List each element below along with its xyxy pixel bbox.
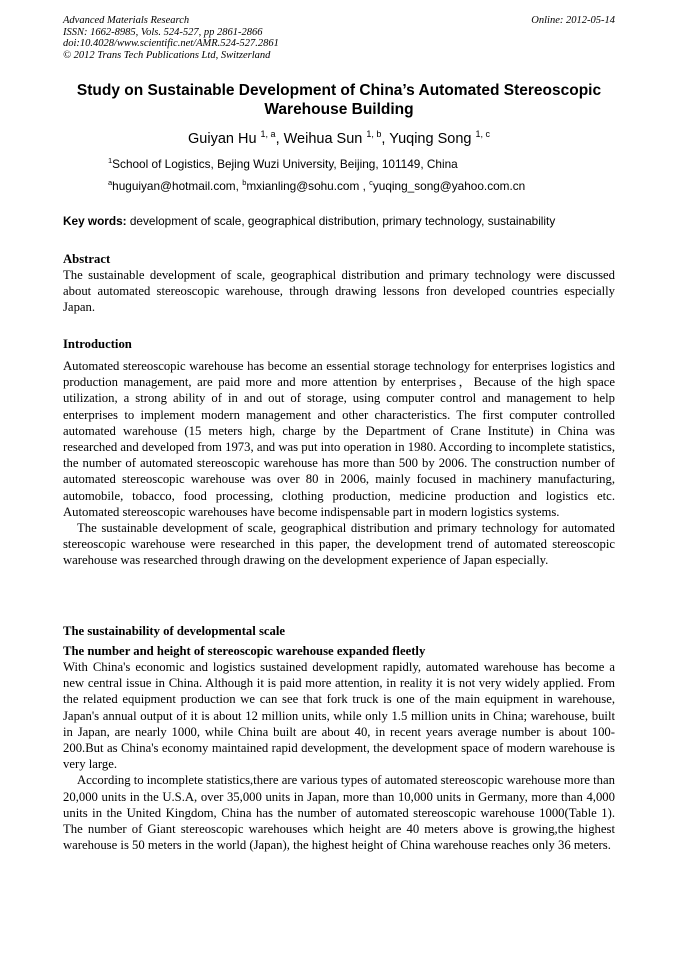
author-emails <box>108 179 525 194</box>
author-2-sup: 1, b <box>366 129 382 139</box>
journal-name: Advanced Materials Research <box>63 15 190 26</box>
issn-line: ISSN: 1662-8985, Vols. 524-527, pp 2861-2866 <box>63 26 263 38</box>
keywords <box>63 214 623 229</box>
abstract-text: The sustainable development of scale, geographical distribution and primary technology were discussed about automated stereoscopic warehouse, through drawing lessons fron developed countries especially Japan. <box>63 268 615 315</box>
author-3-sup: 1, c <box>475 129 490 139</box>
author-list <box>63 130 615 148</box>
email-a: huguiyan@hotmail.com, <box>112 179 243 193</box>
introduction-paragraph-1: Automated stereoscopic warehouse has become an essential storage technology for enterprises logistics and production management, are paid more and more attention by enterprises，Because of the high space utilization, a strong ability of in and out of storage, using computer control and management to help enterprises to implement modern management and other characteristics. The first computer controlled automated warehouse (15 meters high, charge by the Department of Crane Institute) in China was researched and developed from 1973, and was put into operation in 1980. According to incomplete statistics, the number of automated stereoscopic warehouse has more than 500 by 2006. The construction number of automated stereoscopic warehouse was over 80 in 2006, mainly focused in machinery manufacturing, automobile, tobacco, food processing, clothing production, medicine production and logistics etc. Automated stereoscopic warehouses have become indispensable part in modern logistics systems. <box>63 359 615 519</box>
scale-section <box>63 623 615 853</box>
author-1-sup: 1, a <box>260 129 276 139</box>
affiliation <box>108 157 458 172</box>
email-b: mxianling@sohu.com , <box>246 179 370 193</box>
introduction-section <box>63 336 615 569</box>
scale-section-heading: The sustainability of developmental scale <box>63 624 286 638</box>
author-3-name: Yuqing Song <box>389 131 472 147</box>
keywords-text: development of scale, geographical distribution, primary technology, sustainability <box>126 214 556 228</box>
author-1-name: Guiyan Hu <box>188 131 257 147</box>
email-b-sup: b <box>242 178 247 187</box>
author-separator-2: , <box>381 131 390 147</box>
keywords-label: Key words: <box>63 214 127 228</box>
email-c: yuqing_song@yahoo.com.cn <box>372 179 526 193</box>
journal-header <box>63 15 615 61</box>
title-line-1: Study on Sustainable Development of China’s Automated Stereoscopic <box>76 82 602 99</box>
author-2-name: Weihua Sun <box>283 131 363 147</box>
paper-title <box>63 81 615 119</box>
affiliation-text: School of Logistics, Bejing Wuzi University, Beijing, 101149, China <box>112 157 458 171</box>
abstract-heading: Abstract <box>63 252 111 266</box>
doi-line: doi:10.4028/www.scientific.net/AMR.524-527.2861 <box>63 38 279 49</box>
abstract-section <box>63 251 615 316</box>
scale-paragraph-1: With China's economic and logistics sustained development rapidly, automated warehouse has become a new central issue in China. Although it is paid more attention, in reality it is not very widely applied. From the related equipment production we can see that fork truck is one of the main equipment in warehouse, Japan's annual output of it is about 12 million units, while only 1.5 million units in China; warehouse, built in Japan, are nearly 1000, while China built are about 40, in recent years average number is about 100-200.But as China's economy maintained rapid development, the development space of modern warehouse is very large. <box>63 660 615 772</box>
affiliation-sup: 1 <box>108 156 113 165</box>
online-date: Online: 2012-05-14 <box>531 15 615 26</box>
copyright-line: © 2012 Trans Tech Publications Ltd, Switzerland <box>63 49 271 61</box>
scale-subsection-heading: The number and height of stereoscopic warehouse expanded fleetly <box>63 644 426 658</box>
introduction-heading: Introduction <box>63 337 132 351</box>
author-separator-1: , <box>275 131 284 147</box>
title-line-2: Warehouse Building <box>264 101 414 118</box>
introduction-paragraph-2: The sustainable development of scale, geographical distribution and primary technology for automated stereoscopic warehouse were researched in this paper, the development trend of automated stereoscopic warehouse was researched through drawing on the development experience of Japan especially. <box>63 521 615 568</box>
email-a-sup: a <box>108 178 113 187</box>
scale-paragraph-2: According to incomplete statistics,there are various types of automated stereoscopic warehouse more than 20,000 units in the U.S.A, over 35,000 units in Japan, more than 10,000 units in Germany, more than 4,000 units in the United Kingdom, China has the number of automated stereoscopic warehouse 1000(Table 1). The number of Giant stereoscopic warehouses which height are 40 meters above is growing,the highest warehouse is 50 meters in the world (Japan), the highest height of China warehouse reaches only 36 meters. <box>63 773 615 853</box>
email-c-sup: c <box>369 178 373 187</box>
